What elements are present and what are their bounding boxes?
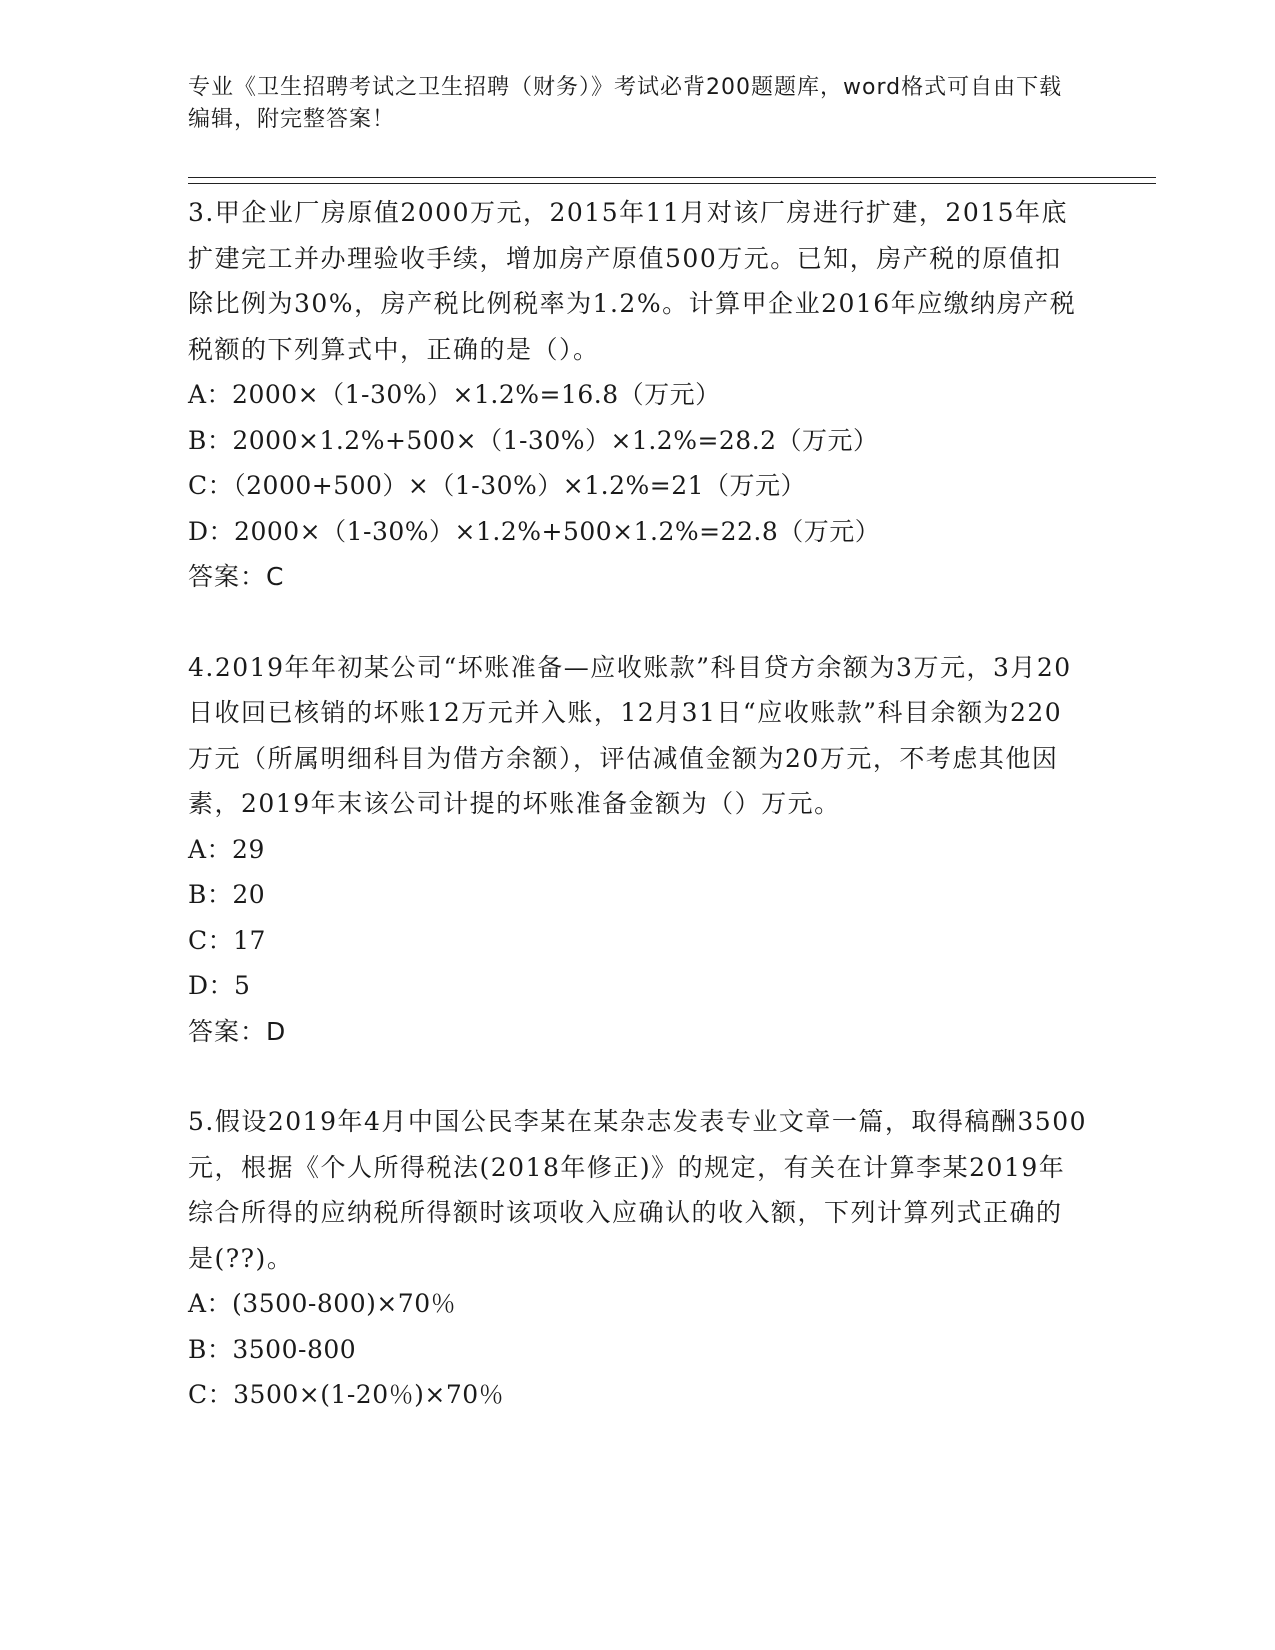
question-4 bbox=[188, 645, 1088, 1055]
header-divider-top bbox=[188, 177, 1156, 178]
option-a: A：(3500-800)×70％ bbox=[188, 1289, 457, 1318]
document-header: 专业《卫生招聘考试之卫生招聘（财务）》考试必背200题题库，word格式可自由下载编辑，附完整答案！ bbox=[188, 75, 1063, 132]
option-d: D：2000×（1-30%）×1.2%+500×1.2%=22.8（万元） bbox=[188, 516, 881, 546]
option-c: C：3500×(1-20％)×70％ bbox=[188, 1380, 505, 1409]
answer: 答案：D bbox=[188, 1016, 287, 1046]
answer: 答案：C bbox=[188, 562, 285, 591]
question-stem: 4.2019年年初某公司“坏账准备—应收账款”科目贷方余额为3万元，3月20日收回已核销的坏账12万元并入账，12月31日“应收账款”科目余额为220万元（所属明细科目为借方余额），评估减值金额为20万元，不考虑其他因素，2019年末该公司计提的坏账准备金额为（）万元。 bbox=[188, 652, 1072, 818]
option-b: B：2000×1.2%+500×（1-30%）×1.2%=28.2（万元） bbox=[188, 425, 879, 455]
question-spacer bbox=[188, 1054, 1088, 1099]
question-spacer bbox=[188, 600, 1088, 645]
question-stem: 3.甲企业厂房原值2000万元，2015年11月对该厂房进行扩建，2015年底扩建完工并办理验收手续，增加房产原值500万元。已知，房产税的原值扣除比例为30%，房产税比例税率为1.2%。计算甲企业2016年应缴纳房产税税额的下列算式中，正确的是（）。 bbox=[188, 198, 1077, 364]
option-c: C：17 bbox=[188, 925, 266, 955]
option-c: C：（2000+500）×（1-30%）×1.2%=21（万元） bbox=[188, 471, 807, 500]
question-5 bbox=[188, 1099, 1088, 1418]
option-b: B：20 bbox=[188, 880, 266, 909]
question-stem: 5.假设2019年4月中国公民李某在某杂志发表专业文章一篇，取得稿酬3500元，根据《个人所得税法(2018年修正)》的规定，有关在计算李某2019年综合所得的应纳税所得额时该项收入应确认的收入额，下列计算列式正确的是(??)。 bbox=[188, 1107, 1088, 1273]
option-a: A：29 bbox=[188, 834, 265, 864]
option-d: D：5 bbox=[188, 971, 251, 1000]
question-3 bbox=[188, 190, 1088, 600]
header-divider-bottom bbox=[188, 183, 1156, 184]
option-b: B：3500-800 bbox=[188, 1334, 357, 1364]
question-list bbox=[188, 190, 1088, 1418]
option-a: A：2000×（1-30%）×1.2%=16.8（万元） bbox=[188, 380, 721, 409]
